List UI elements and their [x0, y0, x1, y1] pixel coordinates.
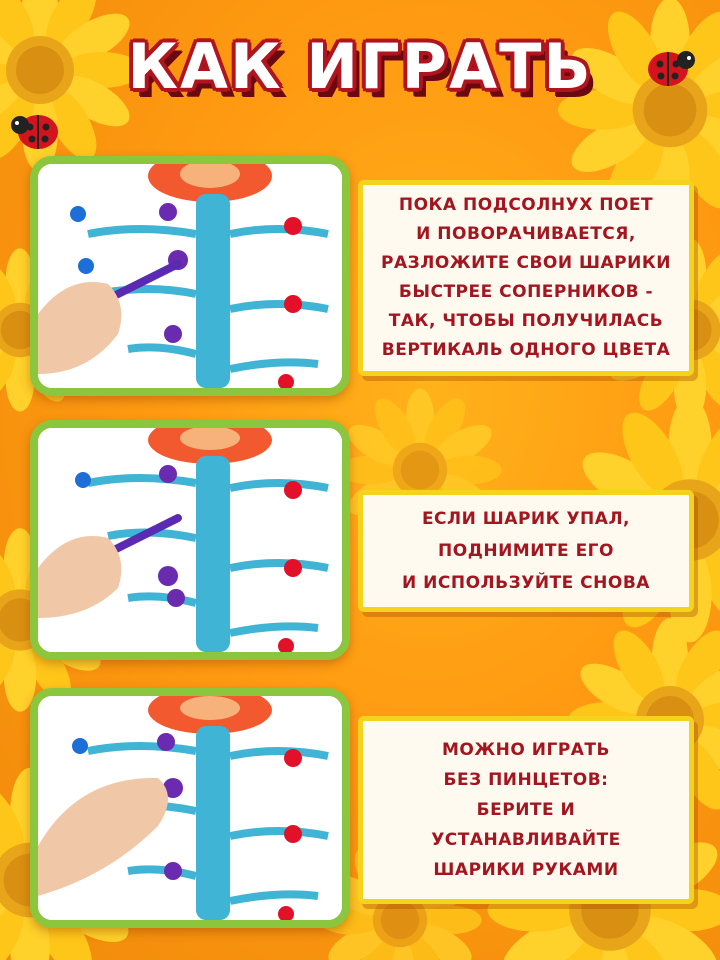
step-2-text: ЕСЛИ ШАРИК УПАЛ, ПОДНИМИТЕ ЕГО И ИСПОЛЬЗУЙТЕ СНОВА	[402, 509, 650, 593]
step-1-photo	[30, 156, 350, 396]
flower-tower-hand-photo-icon	[38, 696, 342, 920]
step-1-text: ПОКА ПОДСОЛНУХ ПОЕТ И ПОВОРАЧИВАЕТСЯ, РАЗЛОЖИТЕ СВОИ ШАРИКИ БЫСТРЕЕ СОПЕРНИКОВ - ТАК, ЧТОБЫ ПОЛУЧИЛАСЬ ВЕРТИКАЛЬ ОДНОГО ЦВЕТА	[381, 195, 671, 360]
step-3-textbox	[358, 716, 694, 904]
step-2-photo	[30, 420, 350, 660]
step-2-textbox	[358, 490, 694, 612]
step-3-text: МОЖНО ИГРАТЬ БЕЗ ПИНЦЕТОВ: БЕРИТЕ И УСТАНАВЛИВАЙТЕ ШАРИКИ РУКАМИ	[431, 740, 621, 880]
step-1-textbox	[358, 180, 694, 376]
page-title: КАК ИГРАТЬ	[127, 30, 593, 103]
flower-tower-tweezers-photo-icon	[38, 164, 342, 388]
ladybug-icon	[10, 105, 64, 153]
ladybug-icon	[642, 42, 696, 90]
step-3-photo	[30, 688, 350, 928]
flower-tower-falling-ball-photo-icon	[38, 428, 342, 652]
